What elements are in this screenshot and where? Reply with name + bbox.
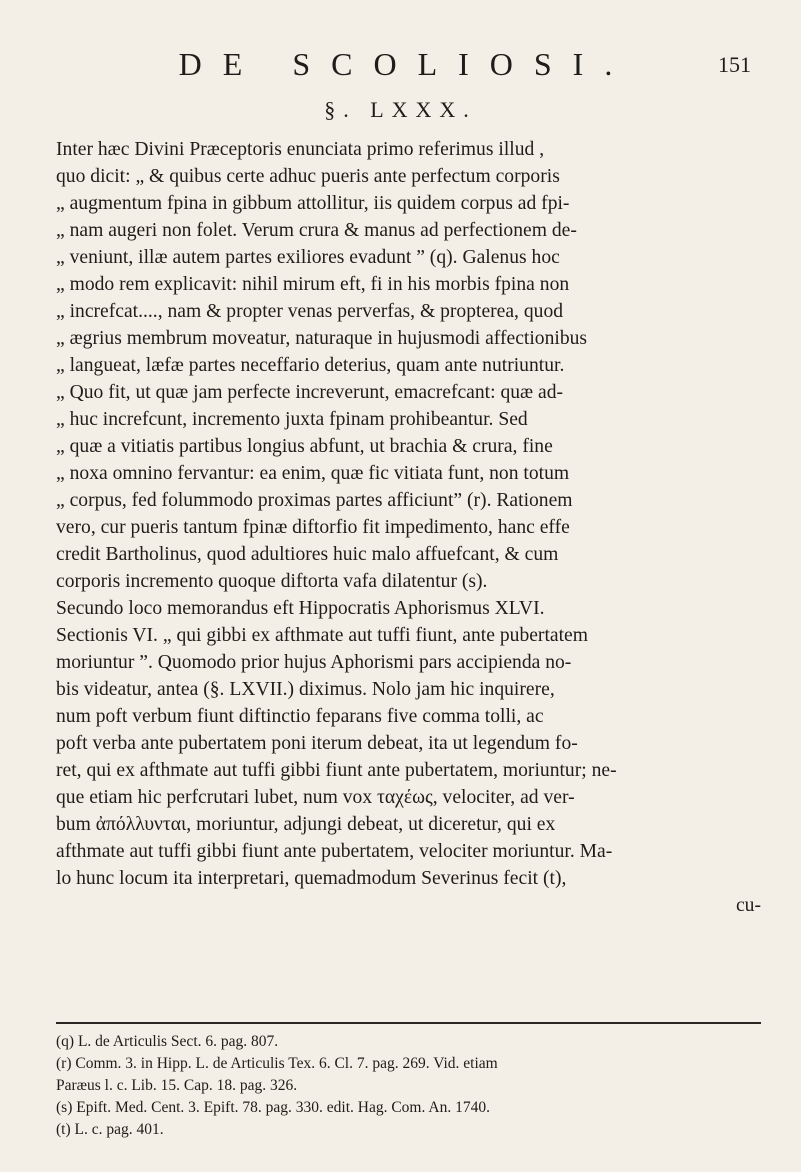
body-text xyxy=(56,136,761,919)
text-line: „ ægrius membrum moveatur, naturaque in hujusmodi affectionibus xyxy=(56,328,588,349)
text-line: afthmate aut tuffi gibbi fiunt ante pubertatem, velociter moriuntur. Ma- xyxy=(56,841,613,862)
catchword: cu- xyxy=(735,895,761,916)
footnote-rule xyxy=(56,1022,761,1024)
footnote-r: (r) Comm. 3. in Hipp. L. de Articulis Tex. 6. Cl. 7. pag. 269. Vid. etiam xyxy=(56,1055,498,1072)
footnotes xyxy=(56,1031,761,1141)
text-line: lo hunc locum ita interpretari, quemadmodum Severinus fecit (t), xyxy=(56,868,567,889)
text-line: corporis incremento quoque diftorta vafa dilatentur (s). xyxy=(56,571,488,592)
text-line: que etiam hic perfcrutari lubet, num vox ταχέως, velociter, ad ver- xyxy=(56,787,575,808)
text-line: „ nam augeri non folet. Verum crura & manus ad perfectionem de- xyxy=(56,220,577,241)
footnote-q: (q) L. de Articulis Sect. 6. pag. 807. xyxy=(56,1033,279,1050)
text-line: num poft verbum fiunt diftinctio feparans five comma tolli, ac xyxy=(56,706,544,727)
text-line: „ modo rem explicavit: nihil mirum eft, fi in his morbis fpina non xyxy=(56,274,570,295)
footnote-r-continued: Paræus l. c. Lib. 15. Cap. 18. pag. 326. xyxy=(56,1077,298,1094)
text-line: Inter hæc Divini Præceptoris enunciata primo referimus illud , xyxy=(56,139,545,160)
text-line: „ increfcat...., nam & propter venas perverfas, & propterea, quod xyxy=(56,301,564,322)
page-number: 151 xyxy=(718,52,751,77)
text-line: „ quæ a vitiatis partibus longius abfunt, ut brachia & crura, fine xyxy=(56,436,553,457)
text-line: credit Bartholinus, quod adultiores huic malo affuefcant, & cum xyxy=(56,544,559,565)
text-line: „ langueat, læfæ partes neceffario deterius, quam ante nutriuntur. xyxy=(56,355,565,376)
text-line: „ corpus, fed folummodo proximas partes afficiunt” (r). Rationem xyxy=(56,490,573,511)
text-line: Sectionis VI. „ qui gibbi ex afthmate aut tuffi fiunt, ante pubertatem xyxy=(56,625,588,646)
text-line: bis videatur, antea (§. LXVII.) diximus. Nolo jam hic inquirere, xyxy=(56,679,555,700)
text-line: moriuntur ”. Quomodo prior hujus Aphorismi pars accipienda no- xyxy=(56,652,572,673)
running-head xyxy=(0,44,801,84)
text-line: poft verba ante pubertatem poni iterum debeat, ita ut legendum fo- xyxy=(56,733,578,754)
text-line: ret, qui ex afthmate aut tuffi gibbi fiunt ante pubertatem, moriuntur; ne- xyxy=(56,760,617,781)
text-line: bum ἀπόλλυνται, moriuntur, adjungi debeat, ut diceretur, qui ex xyxy=(56,814,556,835)
text-line: vero, cur pueris tantum fpinæ diftorfio fit impedimento, hanc effe xyxy=(56,517,570,538)
text-line: „ Quo fit, ut quæ jam perfecte increverunt, emacrefcant: quæ ad- xyxy=(56,382,564,403)
text-line: „ augmentum fpina in gibbum attollitur, iis quidem corpus ad fpi- xyxy=(56,193,570,214)
text-line: „ veniunt, illæ autem partes exiliores evadunt ” (q). Galenus hoc xyxy=(56,247,560,268)
text-line: „ noxa omnino fervantur: ea enim, quæ fic vitiata funt, non totum xyxy=(56,463,570,484)
text-line: quo dicit: „ & quibus certe adhuc pueris ante perfectum corporis xyxy=(56,166,560,187)
running-title: DE SCOLIOSI. xyxy=(178,46,634,82)
footnote-s: (s) Epift. Med. Cent. 3. Epift. 78. pag. 330. edit. Hag. Com. An. 1740. xyxy=(56,1099,490,1116)
section-heading: §. LXXX. xyxy=(324,97,477,122)
text-line: „ huc increfcunt, incremento juxta fpinam prohibeantur. Sed xyxy=(56,409,528,430)
text-line: Secundo loco memorandus eft Hippocratis Aphorismus XLVI. xyxy=(56,598,545,619)
footnote-t: (t) L. c. pag. 401. xyxy=(56,1121,164,1138)
